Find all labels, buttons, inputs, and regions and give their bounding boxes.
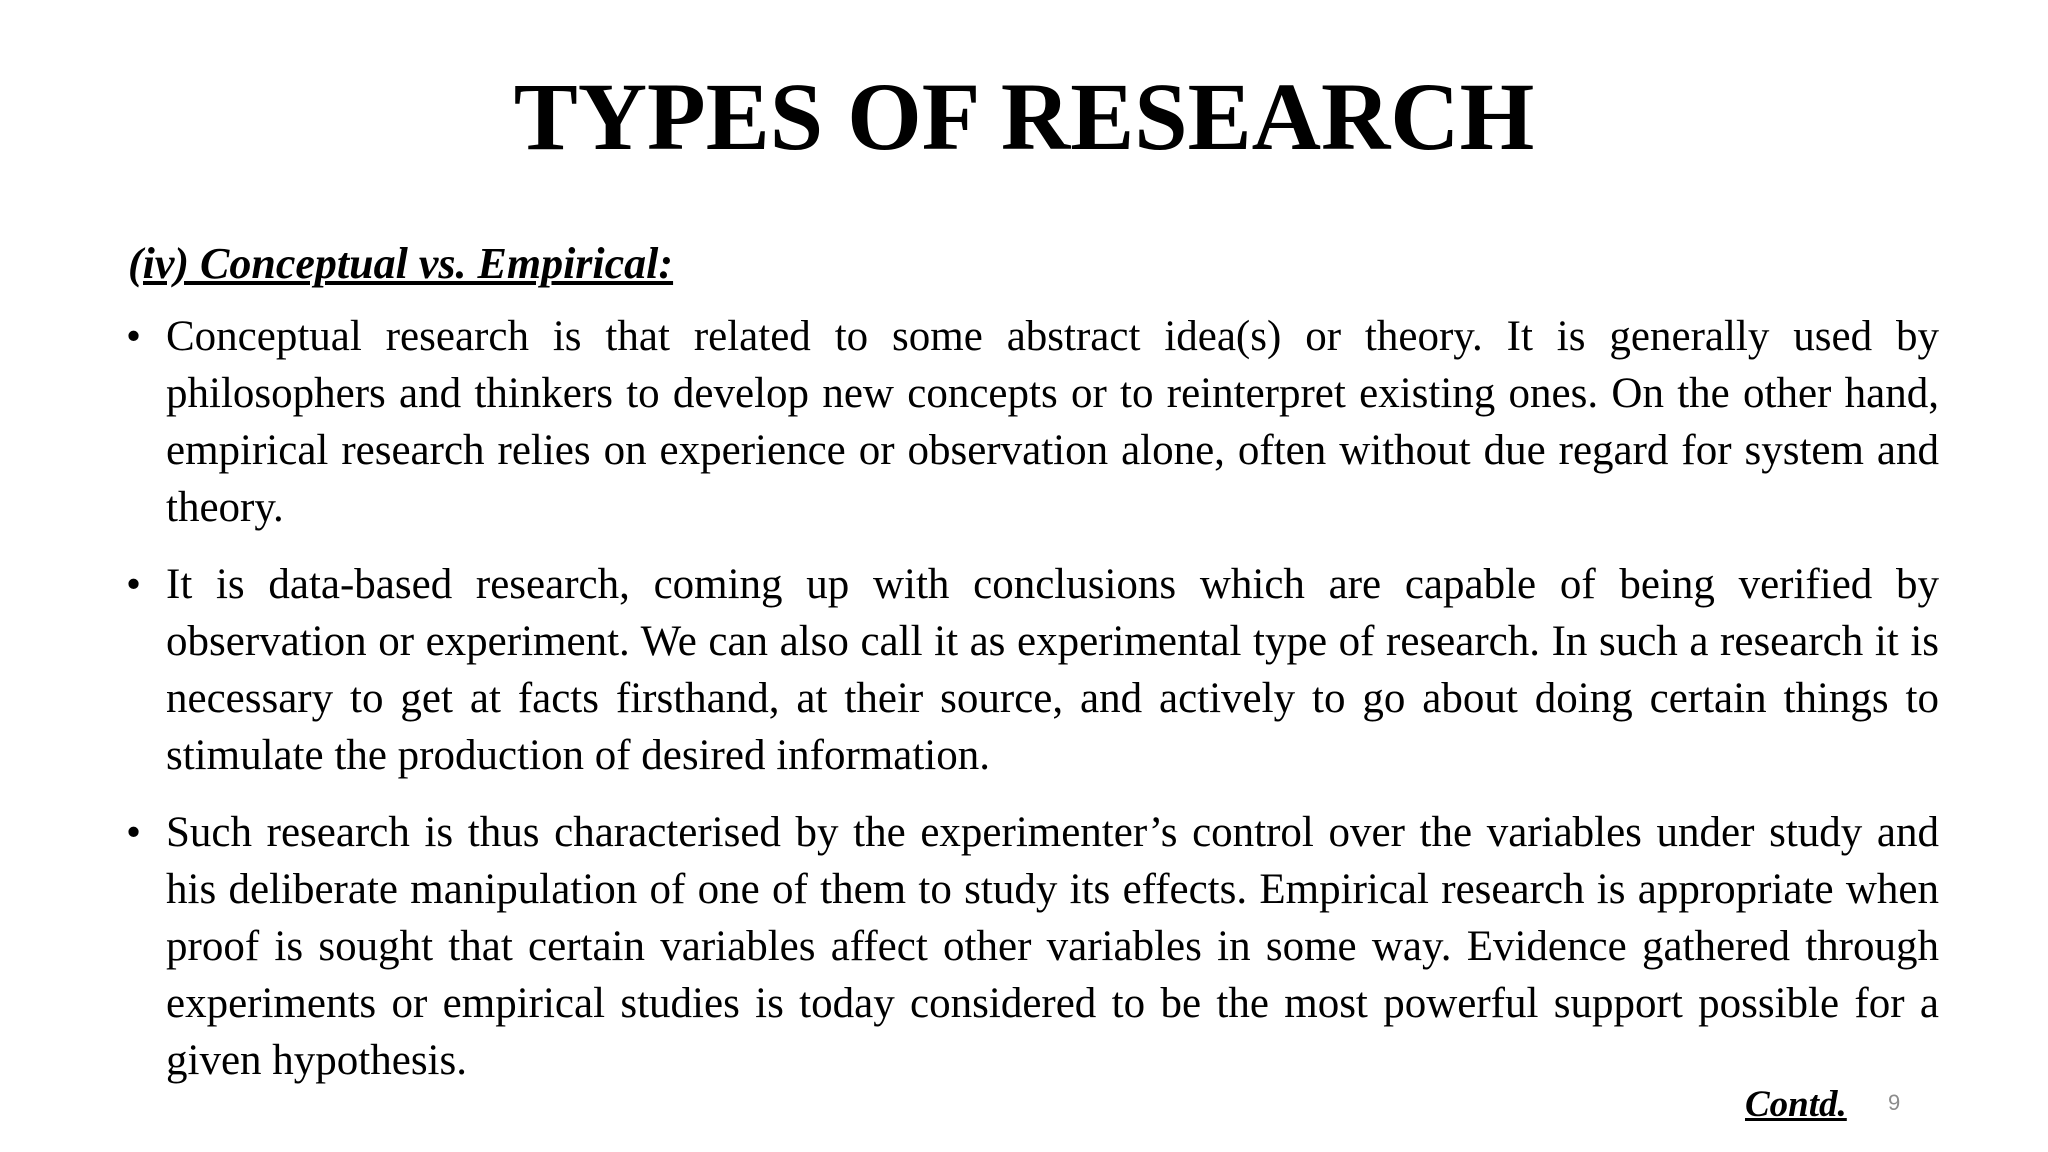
- bullet-point-icon: •: [126, 561, 142, 608]
- slide-title: TYPES OF RESEARCH: [513, 63, 1535, 170]
- bullet-text: It is data-based research, coming up with conclusions which are capable of being verified by observation or experiment. We can also call it as experimental type of research. In such a research it is necessary to get at facts firsthand, at their source, and actively to go about doing certain things to stimulate the production of desired information.: [166, 561, 1939, 779]
- bullet-text: Conceptual research is that related to some abstract idea(s) or theory. It is generally used by philosophers and thinkers to develop new concepts or to reinterpret existing ones. On the other hand, empirical research relies on experience or observation alone, often without due regard for system and theory.: [166, 313, 1939, 531]
- bullet-list: [124, 308, 1939, 1109]
- bullet-text: Such research is thus characterised by the experimenter’s control over the variables under study and his deliberate manipulation of one of them to study its effects. Empirical research is appropriate when proof is sought that certain variables affect other variables in some way. Evidence gathered through experiments or empirical studies is today considered to be the most powerful support possible for a given hypothesis.: [166, 809, 1939, 1084]
- bullet-item: [124, 308, 1939, 536]
- contd-link[interactable]: Contd.: [1745, 1084, 1847, 1125]
- bullet-point-icon: •: [126, 313, 142, 360]
- page-number: 9: [1888, 1090, 1901, 1115]
- bullet-item: [124, 804, 1939, 1089]
- bullet-point-icon: •: [126, 809, 142, 856]
- bullet-item: [124, 556, 1939, 784]
- section-subheading: (iv) Conceptual vs. Empirical:: [128, 239, 674, 288]
